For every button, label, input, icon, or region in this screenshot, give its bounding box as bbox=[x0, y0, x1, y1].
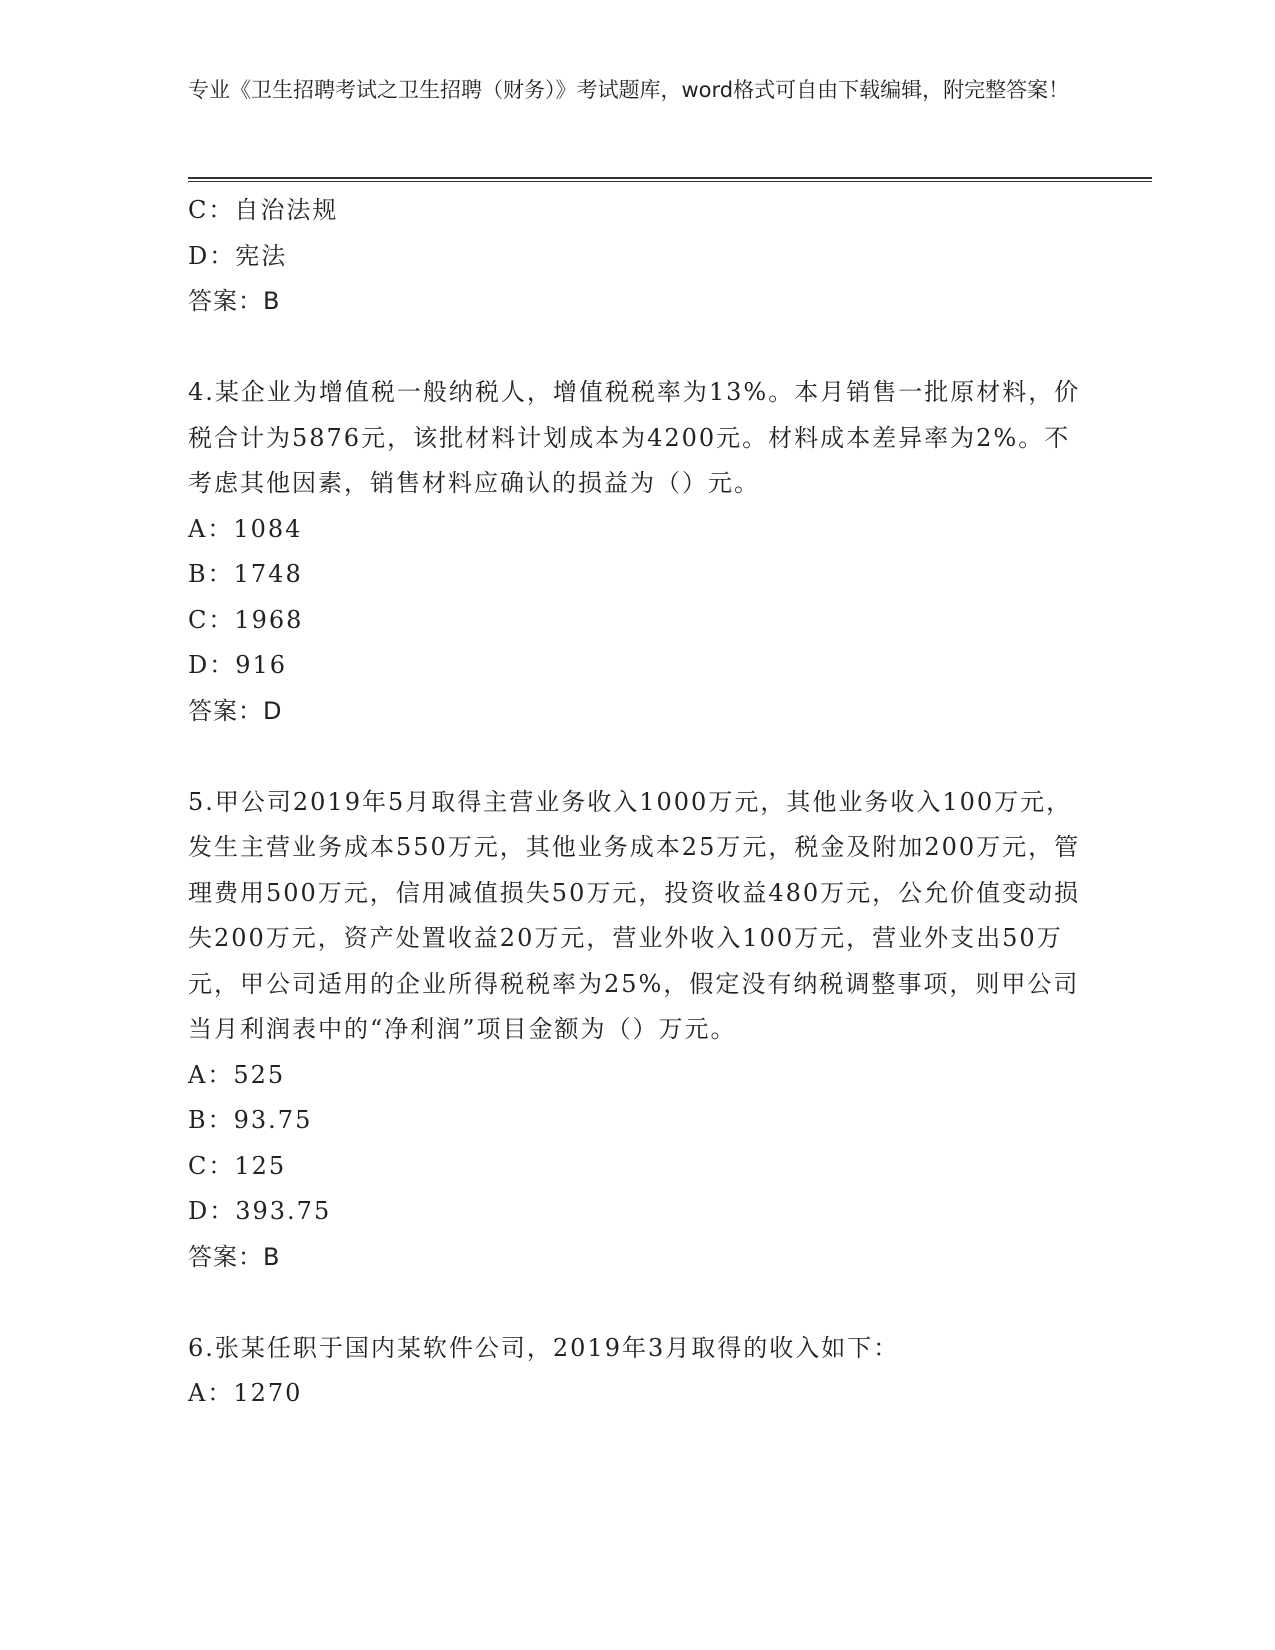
answer-line: 答案：D bbox=[188, 696, 283, 725]
header-divider bbox=[188, 177, 1152, 182]
question-4 bbox=[188, 370, 1088, 734]
answer-line: 答案：B bbox=[188, 1242, 281, 1271]
option-b: B：1748 bbox=[188, 560, 303, 588]
option-d: D：916 bbox=[188, 651, 288, 679]
previous-question-block bbox=[188, 188, 1088, 325]
answer-line: 答案：B bbox=[188, 287, 281, 315]
option-c: C：125 bbox=[188, 1151, 287, 1180]
option-c: C：1968 bbox=[188, 605, 304, 634]
option-c: C：自治法规 bbox=[188, 196, 339, 224]
spacer bbox=[188, 325, 1088, 371]
question-6 bbox=[188, 1326, 1088, 1417]
question-stem: 6.张某任职于国内某软件公司，2019年3月取得的收入如下： bbox=[188, 1333, 900, 1362]
option-a: A：1270 bbox=[188, 1379, 303, 1407]
document-body bbox=[188, 188, 1088, 1417]
option-a: A：525 bbox=[188, 1060, 286, 1089]
spacer bbox=[188, 1280, 1088, 1326]
option-b: B：93.75 bbox=[188, 1106, 313, 1134]
option-a: A：1084 bbox=[188, 514, 303, 543]
question-stem: 5.甲公司2019年5月取得主营业务收入1000万元，其他业务收入100万元，发生主营业务成本550万元，其他业务成本25万元，税金及附加200万元，管理费用500万元，信用减值损失50万元，投资收益480万元，公允价值变动损失200万元，资产处置收益20万元，营业外收入100万元，营业外支出50万元，甲公司适用的企业所得税税率为25%，假定没有纳税调整事项，则甲公司当月利润表中的“净利润”项目金额为（）万元。 bbox=[188, 787, 1081, 1043]
option-d: D：393.75 bbox=[188, 1197, 332, 1225]
question-stem: 4.某企业为增值税一般纳税人，增值税税率为13%。本月销售一批原材料，价税合计为5876元，该批材料计划成本为4200元。材料成本差异率为2%。不考虑其他因素，销售材料应确认的损益为（）元。 bbox=[188, 378, 1081, 497]
spacer bbox=[188, 734, 1088, 780]
document-header bbox=[188, 74, 1078, 107]
header-text: 专业《卫生招聘考试之卫生招聘（财务）》考试题库，word格式可自由下载编辑，附完整答案！ bbox=[188, 78, 1070, 102]
question-5 bbox=[188, 780, 1088, 1281]
option-d: D：宪法 bbox=[188, 241, 288, 270]
